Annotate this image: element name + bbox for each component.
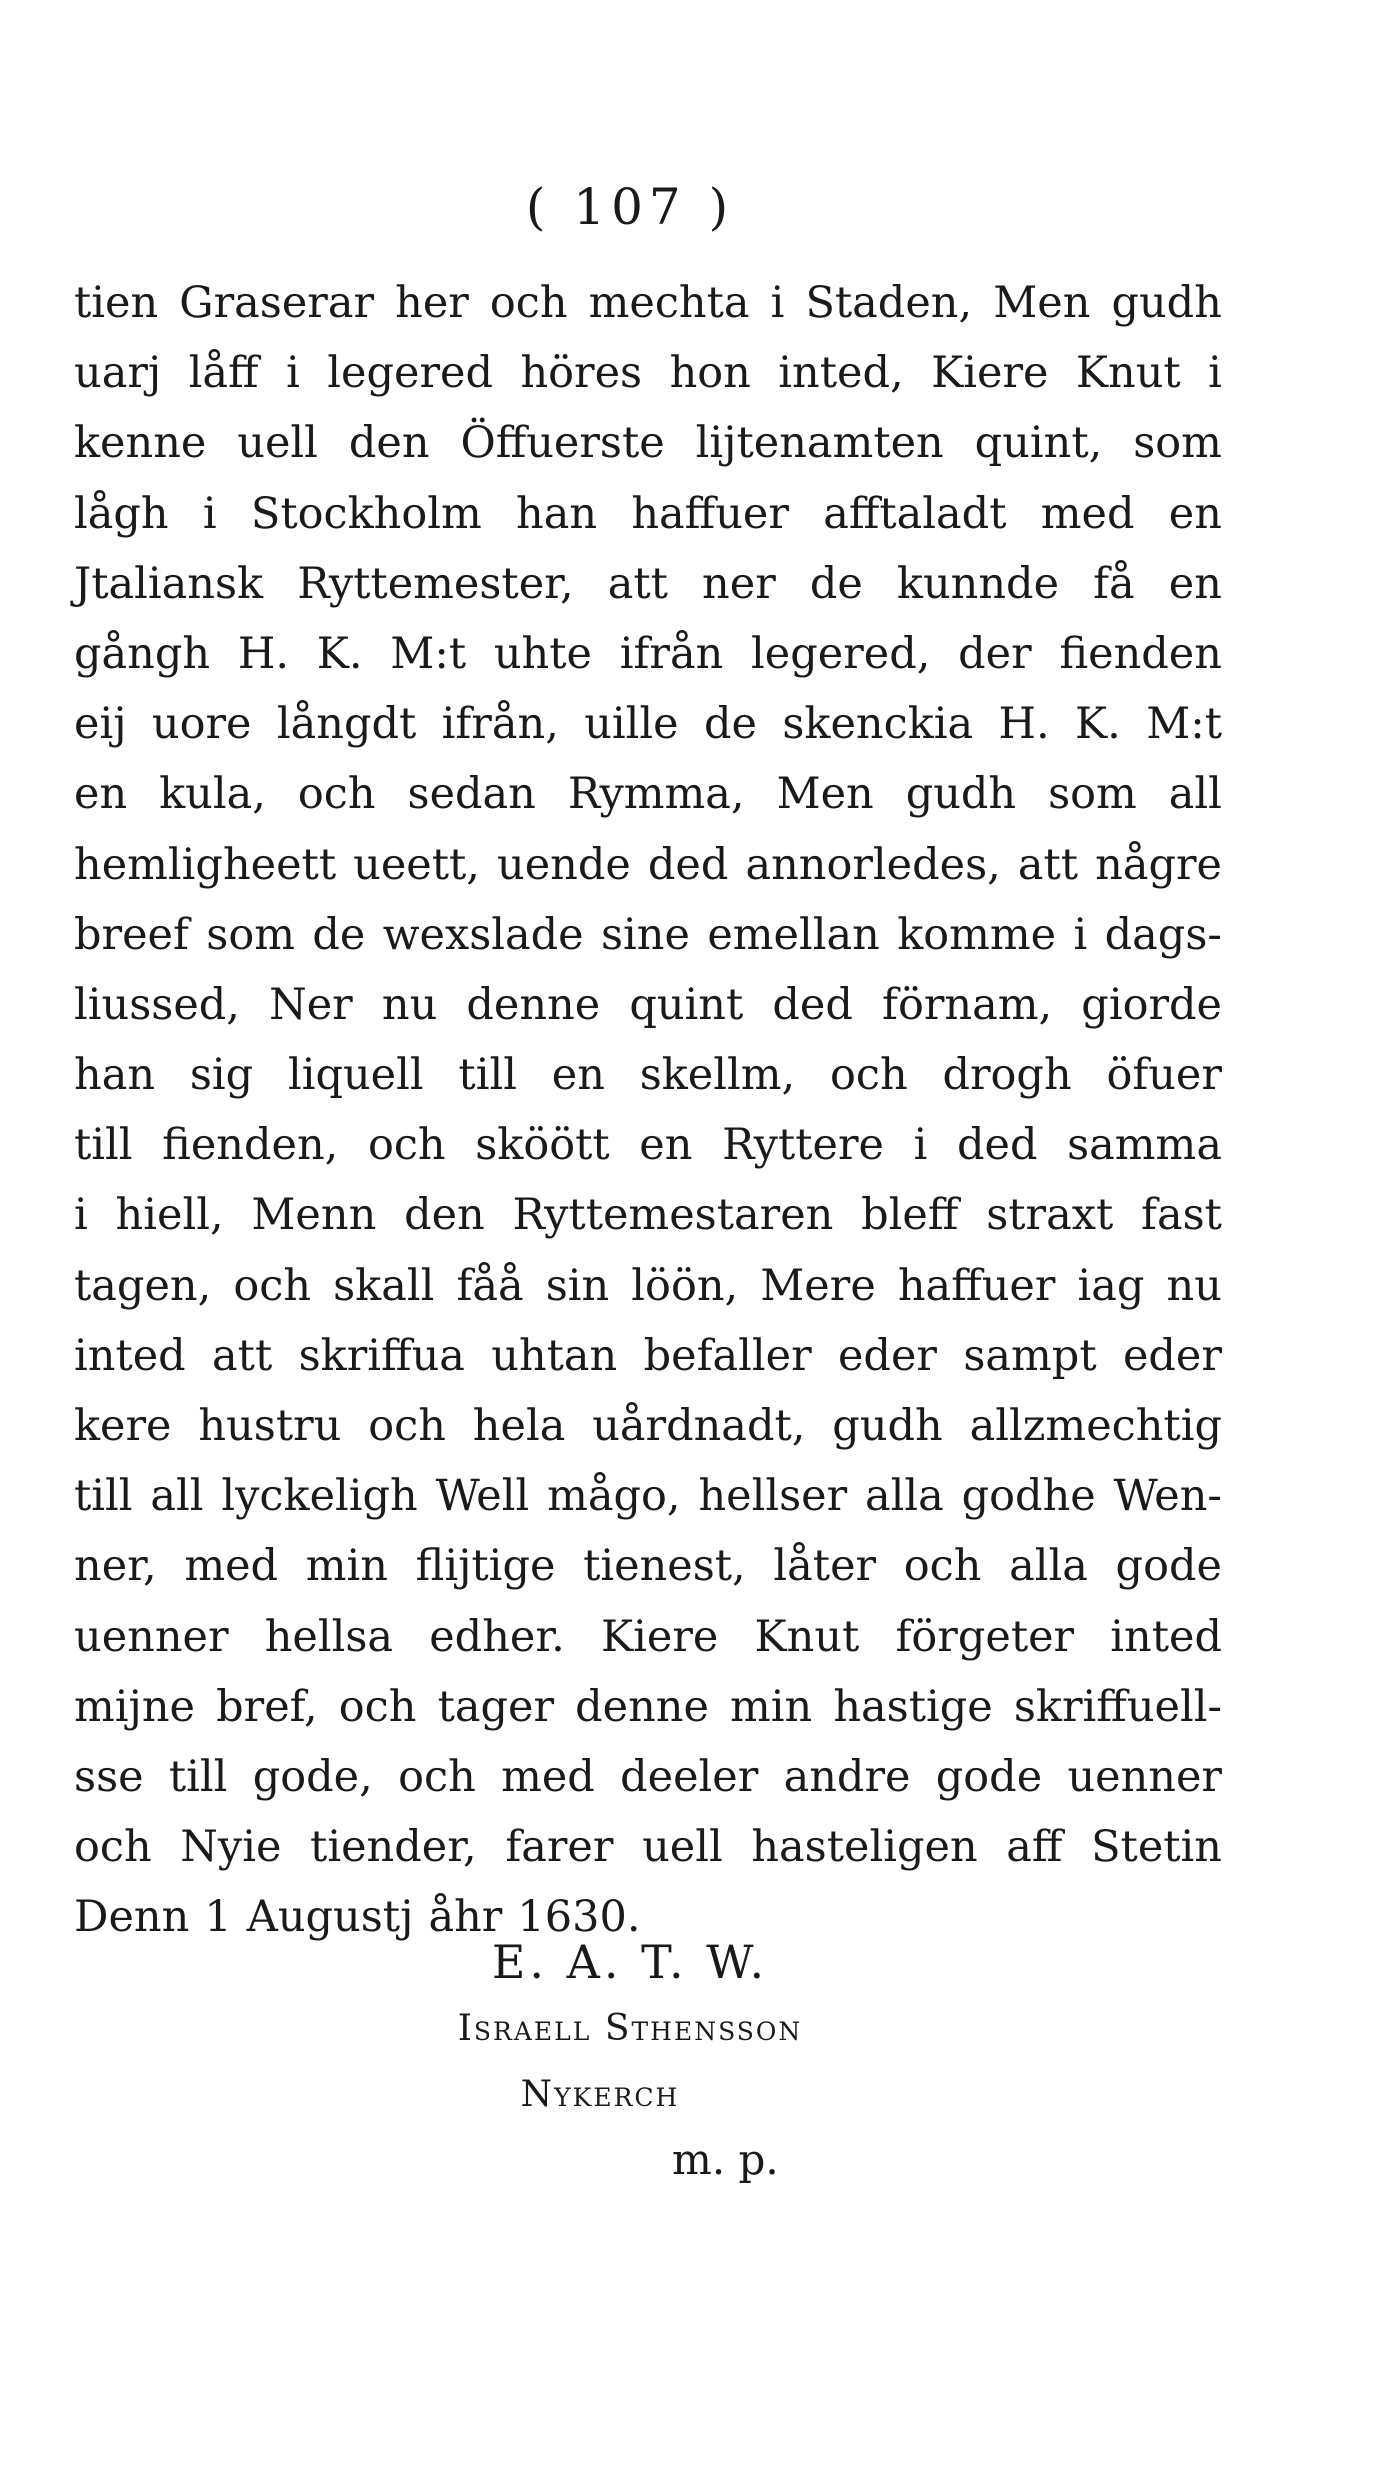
word: haffuer [897,1260,1056,1311]
word: M:t [390,628,467,679]
word: till [74,1471,133,1522]
word: uhtan [491,1330,618,1381]
word: i [1208,348,1222,399]
signature-name: Israell Sthensson [457,2008,803,2049]
word: och [233,1260,312,1311]
word: som [206,909,295,960]
word: Kiere [601,1611,719,1662]
word: Augustj [246,1892,414,1943]
word: 1630. [517,1892,641,1943]
text-line [74,1672,1222,1742]
word: Nyie [180,1822,282,1873]
word: mijne [74,1681,196,1732]
word: gode, [252,1751,373,1802]
word: sköött [475,1120,610,1171]
word: denne [466,979,601,1030]
word: ner [702,558,776,609]
text-line [74,479,1222,549]
word: hellsa [264,1611,394,1662]
word: ifrån, [441,699,559,750]
word: Jtaliansk [74,558,264,609]
word: quint, [974,418,1103,469]
word: en [1168,558,1222,609]
word: edher. [429,1611,565,1662]
word: få [1093,558,1135,609]
text-line [74,970,1222,1040]
word: der [958,628,1032,679]
word: afftaladt [823,488,1007,539]
word: de [809,558,863,609]
word: her [395,278,469,328]
word: i [286,348,300,399]
word: Wen- [1113,1471,1222,1522]
word: hon [669,348,751,399]
word: Ner [269,979,353,1030]
word: uenner [74,1611,229,1662]
text-line [74,268,1222,338]
word: liussed, [74,979,240,1030]
word: Rymma, [567,769,745,820]
word: annorledes, [745,839,1001,890]
word: och [368,1401,446,1451]
word: skall [333,1260,435,1311]
word: gode [1115,1541,1222,1592]
word: min [730,1681,813,1732]
word: Stetin [1091,1822,1222,1873]
word: allzmechtig [969,1401,1222,1451]
word: Ryttemester, [297,558,574,609]
word: emellan [707,909,880,960]
text-line [74,1461,1222,1531]
word: Kiere [931,348,1049,399]
word: gudh [832,1401,943,1451]
word: kunnde [896,558,1060,609]
word: farer [505,1822,614,1873]
word: i [74,1190,88,1241]
word: hasteligen [751,1822,978,1873]
word: breef [74,909,189,960]
word: sin [545,1260,610,1311]
word: drogh [942,1050,1072,1101]
word: en [74,769,128,820]
word: sse [74,1751,144,1802]
word: eder [1122,1330,1222,1381]
word: hastige [833,1681,993,1732]
word: åhr [428,1892,503,1943]
word: och [903,1541,982,1592]
word: wexslade [382,909,584,960]
text-line [74,408,1222,478]
word: sedan [407,769,536,820]
word: Ryttere [722,1120,884,1171]
word: att [212,1330,273,1381]
word: hela [472,1401,566,1451]
word: och [398,1751,476,1802]
text-line [74,1321,1222,1391]
word: nu [1166,1260,1222,1311]
word: de [704,699,757,750]
word: liquell [287,1050,424,1101]
word: och [489,278,568,328]
word: förnam, [882,979,1053,1030]
word: ded [772,979,853,1030]
word: han [74,1050,156,1101]
word: Stockholm [250,488,482,539]
word: ded [956,1120,1038,1171]
word: flijtige [415,1541,556,1592]
word: nu [381,979,438,1030]
word: att [1017,839,1079,890]
word: 1 [204,1892,232,1943]
word: till [458,1050,517,1101]
word: långdt [276,699,417,750]
word: H. [237,628,289,679]
text-line [74,1180,1222,1250]
text-line [74,1531,1222,1601]
word: deeler [620,1751,759,1802]
word: Mere [760,1260,876,1311]
word: med [1040,488,1135,539]
word: tienest, [583,1541,746,1592]
word: skenckia [782,699,974,750]
text-line [74,619,1222,689]
word: någre [1095,839,1222,890]
word: iag [1077,1260,1145,1311]
word: en [639,1120,693,1171]
word: gode [935,1751,1043,1802]
word: hemligheett [74,839,337,890]
word: i [202,488,217,539]
word: hustru [198,1401,342,1451]
word: sig [189,1050,254,1101]
word: Denn [74,1892,190,1943]
word: låter [773,1541,877,1592]
word: och [338,1681,417,1732]
word: gångh [74,628,211,679]
word: han [516,488,598,539]
word: mechta [588,278,750,328]
word: höres [520,348,643,399]
word: Well [435,1471,530,1522]
word: den [348,418,430,469]
word: ifrån [619,628,724,679]
word: hiell, [115,1190,224,1241]
word: Men [776,769,874,820]
text-line [74,338,1222,408]
word: K. [1075,699,1121,750]
page-number: ( 107 ) [525,178,735,236]
word: eder [837,1330,937,1381]
word: Knut [1075,348,1181,399]
word: uarj [74,348,162,399]
word: inted [1110,1611,1222,1662]
word: ded [647,839,729,890]
word: tiender, [310,1822,477,1873]
word: quint [629,979,744,1030]
text-line [74,1391,1222,1461]
word: den [404,1190,485,1241]
word: som [1133,418,1222,469]
word: lyckeligh [221,1471,418,1522]
word: straxt [986,1190,1114,1241]
word: en [551,1050,605,1101]
word: tien [74,278,159,328]
word: skriffua [298,1330,465,1381]
word: ueett, [353,839,480,890]
word: bref, [216,1681,318,1732]
word: som [1048,769,1137,820]
signature-place: Nykerch [520,2074,680,2115]
word: befaller [643,1330,812,1381]
word: alla [1009,1541,1088,1592]
word: till [74,1120,133,1171]
word: Ryttemestaren [512,1190,834,1241]
word: Men [993,278,1091,328]
text-line [74,1812,1222,1882]
word: kenne [74,418,207,469]
text-line [74,900,1222,970]
word: med [184,1541,279,1592]
word: K. [316,628,363,679]
word: uell [642,1822,723,1873]
word: all [1168,769,1222,820]
word: uenner [1067,1751,1222,1802]
word: mågo, [547,1471,681,1522]
word: och [297,769,376,820]
word: till [168,1751,228,1802]
word: min [305,1541,388,1592]
word: haffuer [631,488,789,539]
signature-closing: m. p. [672,2135,779,2184]
word: alla [865,1471,944,1522]
word: gudh [905,769,1017,820]
text-line [74,759,1222,829]
text-line [74,1602,1222,1672]
text-line [74,1110,1222,1180]
word: i [1073,909,1088,960]
word: och [74,1822,152,1873]
word: denne [575,1681,709,1732]
word: i [913,1120,928,1171]
signature-initials: E. A. T. W. [491,1935,769,1989]
word: andre [783,1751,911,1802]
word: och [830,1050,908,1101]
word: M:t [1146,699,1222,750]
text-line [74,1040,1222,1110]
text-line [74,830,1222,900]
word: fåå [456,1260,524,1311]
word: att [607,558,668,609]
word: uhte [493,628,592,679]
text-line [74,1742,1222,1812]
word: legered [327,348,493,399]
word: samma [1067,1120,1222,1171]
text-line [74,549,1222,619]
word: förgeter [895,1611,1075,1662]
word: i [770,278,785,328]
text-line [74,1251,1222,1321]
word: gudh [1111,278,1222,328]
word: kula, [159,769,266,820]
word: skriffuell- [1013,1681,1222,1732]
word: eij [74,699,127,750]
word: uende [497,839,631,890]
word: bleff [861,1190,959,1241]
word: all [150,1471,204,1522]
word: dags- [1104,909,1222,960]
word: hellser [698,1471,848,1522]
word: kere [74,1401,172,1451]
word: löön, [631,1260,739,1311]
word: fast [1141,1190,1222,1241]
word: komme [897,909,1057,960]
word: uore [151,699,252,750]
word: legered, [751,628,931,679]
word: lågh [74,488,169,539]
word: uille [584,699,679,750]
word: de [312,909,366,960]
word: aff [1006,1822,1063,1873]
word: Menn [251,1190,377,1241]
word: låff [188,348,259,399]
word: godhe [961,1471,1096,1522]
word: och [367,1120,446,1171]
word: fienden, [162,1120,339,1171]
word: Öffuerste [460,418,665,469]
word: uårdnadt, [592,1401,806,1451]
word: tager [437,1681,555,1732]
word: öfuer [1106,1050,1222,1101]
word: Knut [754,1611,860,1662]
word: lijtenamten [695,418,944,469]
word: en [1168,488,1222,539]
word: H. [998,699,1050,750]
word: tagen, [74,1260,212,1311]
word: skellm, [639,1050,796,1101]
word: uell [237,418,318,469]
word: Staden, [805,278,973,328]
word: inted, [778,348,904,399]
text-line [74,689,1222,759]
word: sampt [963,1330,1097,1381]
word: fienden [1059,628,1222,679]
word: Graserar [179,278,375,328]
letter-body [74,268,1222,1953]
word: giorde [1081,979,1222,1030]
word: ner, [74,1541,157,1592]
word: inted [74,1330,186,1381]
word: med [501,1751,595,1802]
word: sine [600,909,690,960]
